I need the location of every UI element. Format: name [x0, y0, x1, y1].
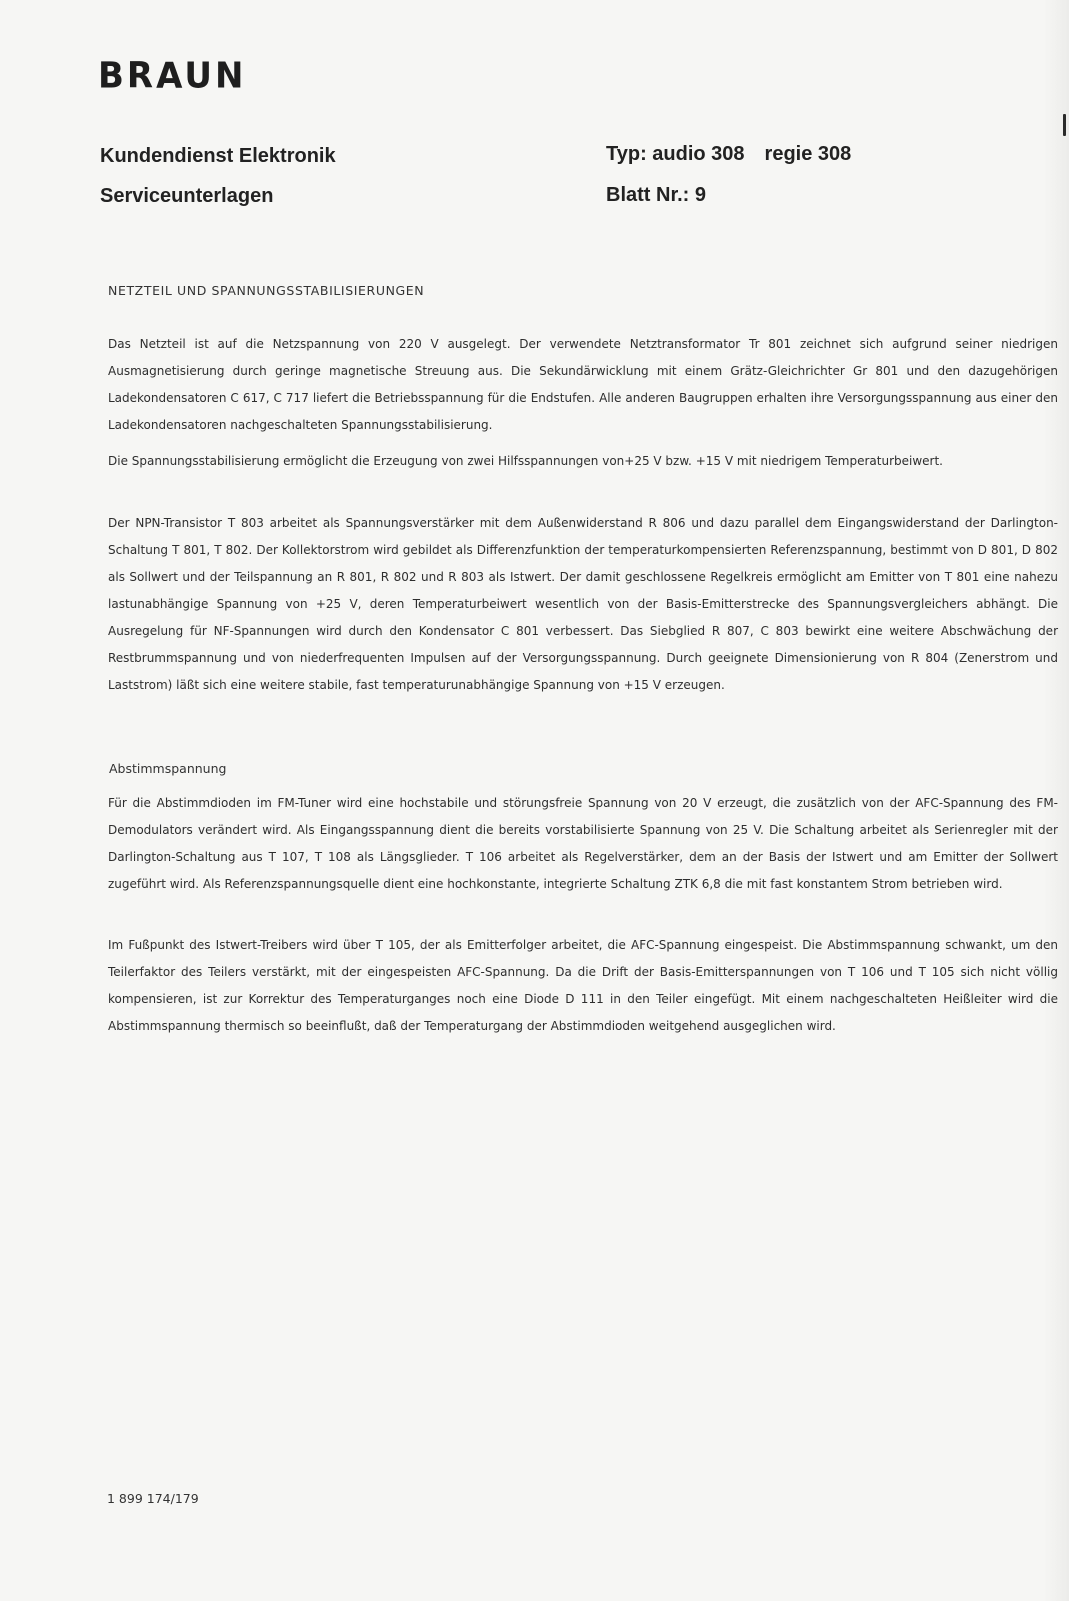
paragraph-power-supply: Das Netzteil ist auf die Netzspannung von 220 V ausgelegt. Der verwendete Netztransformator Tr 801 zeichnet sich aufgrund seiner niedrigen Ausmagnetisierung durch geringe magnetische Streuung aus. Die Sekundärwicklung mit einem Grätz-Gleichrichter Gr 801 und den dazugehörigen Ladekondensatoren C 617, C 717 liefert die Betriebsspannung für die Endstufen. Alle anderen Baugruppen erhalten ihre Versorgungsspannung aus einer den Ladekondensatoren nachgeschalteten Spannungsstabilisierung. — [108, 337, 1058, 432]
second-model: regie 308 — [764, 143, 852, 165]
braun-logo: BRAUN — [98, 55, 247, 97]
type-label: Typ: audio 308 — [606, 143, 745, 165]
paragraph-afc-feed: Im Fußpunkt des Istwert-Treibers wird über T 105, der als Emitterfolger arbeitet, die AFC-Spannung eingespeist. Die Abstimmspannung schwankt, um den Teilerfaktor des Teilers verstärkt, mit der eingespeisten AFC-Spannung. Da die Drift der Basis-Emitterspannungen von T 106 und T 105 sich nicht völlig kompensieren, ist zur Korrektur des Temperaturganges noch eine Diode D 111 in den Teiler eingefügt. Mit einem nachgeschalteten Heißleiter wird die Abstimmspannung thermisch so beeinflußt, daß der Temperaturgang der Abstimmdioden weitgehend ausgeglichen wird. — [108, 938, 1058, 1033]
sheet-number: Blatt Nr.: 9 — [606, 184, 707, 206]
paragraph-transistor-circuit: Der NPN-Transistor T 803 arbeitet als Spannungsverstärker mit dem Außenwiderstand R 806 und dazu parallel dem Eingangswiderstand der Darlington-Schaltung T 801, T 802. Der Kollektorstrom wird gebildet als Differenzfunktion der temperaturkompensierten Referenzspannung, bestimmt von D 801, D 802 als Sollwert und der Teilspannung an R 801, R 802 und R 803 als Istwert. Der damit geschlossene Regelkreis ermöglicht am Emitter von T 801 eine nahezu lastunabhängige Spannung von +25 V, deren Temperaturbeiwert wesentlich von der Basis-Emitterstrecke des Spannungsvergleichers abhängt. Die Ausregelung für NF-Spannungen wird durch den Kondensator C 801 verbessert. Das Siebglied R 807, C 803 bewirkt eine weitere Abschwächung der Restbrummspannung und von niederfrequenten Impulsen auf der Versorgungsspannung. Durch geeignete Dimensionierung von R 804 (Zenerstrom und Laststrom) läßt sich eine weitere stabile, fast temperaturunabhängige Spannung von +15 V erzeugen. — [108, 516, 1058, 692]
punch-mark — [1063, 114, 1066, 136]
model-type-line — [606, 143, 851, 166]
section-title: NETZTEIL UND SPANNUNGSSTABILISIERUNGEN — [108, 283, 425, 298]
document-kind-title: Serviceunterlagen — [100, 185, 274, 207]
footer-part-number: 1 899 174/179 — [107, 1491, 199, 1506]
paragraph-tuning-voltage: Für die Abstimmdioden im FM-Tuner wird eine hochstabile und störungsfreie Spannung von 20 V erzeugt, die zusätzlich von der AFC-Spannung des FM-Demodulators verändert wird. Als Eingangsspannung dient die bereits vorstabilisierte Spannung von 25 V. Die Schaltung arbeitet als Serienregler mit der Darlington-Schaltung aus T 107, T 108 als Längsglieder. T 106 arbeitet als Regelverstärker, dem an der Basis der Istwert und am Emitter der Sollwert zugeführt wird. Als Referenzspannungsquelle dient eine hochkonstante, integrierte Schaltung ZTK 6,8 die mit fast konstantem Strom betrieben wird. — [108, 796, 1058, 891]
subsection-title: Abstimmspannung — [109, 761, 227, 776]
paragraph-stabilization: Die Spannungsstabilisierung ermöglicht die Erzeugung von zwei Hilfsspannungen von+25 V bzw. +15 V mit niedrigem Temperaturbeiwert. — [108, 454, 943, 468]
department-title: Kundendienst Elektronik — [100, 145, 336, 167]
